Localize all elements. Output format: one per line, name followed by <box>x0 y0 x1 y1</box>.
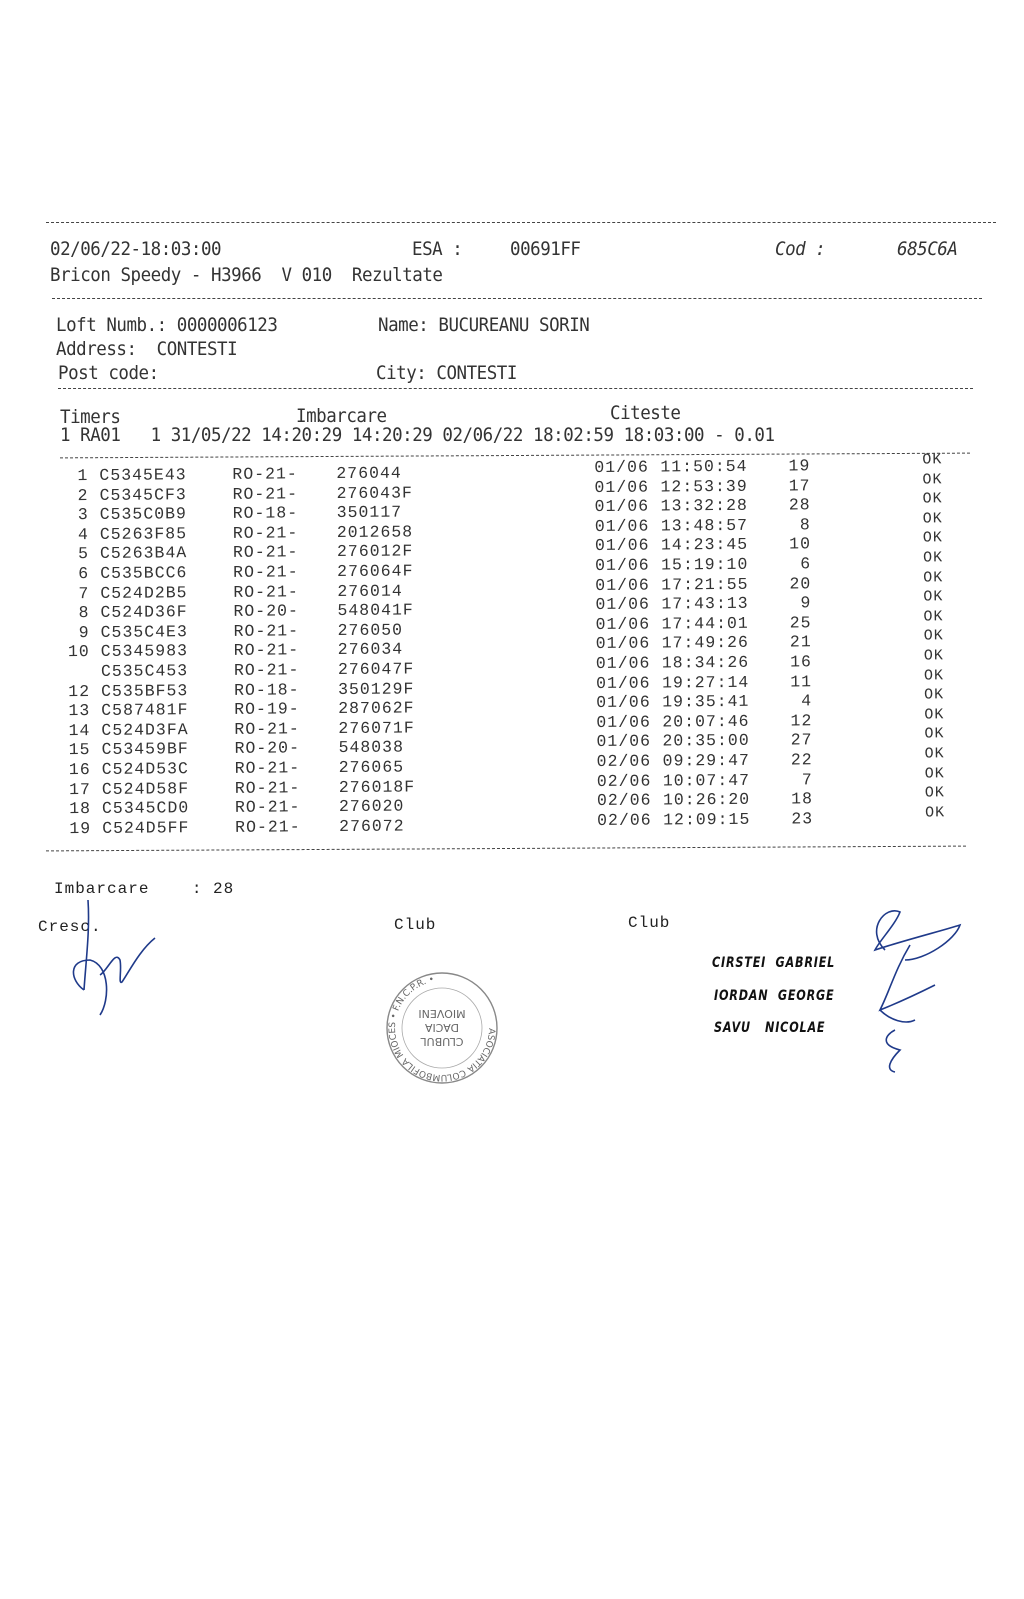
timer-line: 1 RA01 1 31/05/22 14:20:29 14:20:29 02/06/22 18:02:59 18:03:00 - 0.01 <box>60 424 775 446</box>
cell-idx: 10 <box>67 642 90 662</box>
cell-pre: RO-21- <box>233 581 299 602</box>
cell-ring: C524D53C <box>101 759 189 779</box>
post-code: Post code: <box>58 362 159 384</box>
imbarcare-label: Imbarcare <box>296 405 387 427</box>
cell-idx: 16 <box>68 759 91 780</box>
cell-idx: 13 <box>68 701 91 721</box>
stamp-outer-text: ASOCIATIA COLUMBOFILA MIOCES • F.N.C.P.R. • <box>387 974 497 1083</box>
cell-num: 276065 <box>338 757 405 777</box>
cell-rank: 28 <box>788 495 811 515</box>
signer-name: SAVU NICOLAE <box>714 1020 826 1036</box>
divider <box>60 453 970 459</box>
cell-ring: C524D2B5 <box>100 582 188 603</box>
breeder-signature <box>60 890 170 1050</box>
cell-num: 276064F <box>337 561 414 582</box>
divider <box>46 846 966 852</box>
cell-rank: 22 <box>790 750 813 770</box>
cell-rank: 10 <box>789 534 812 554</box>
cell-status: OK <box>922 510 943 528</box>
cell-pre: RO-21- <box>234 797 301 817</box>
cell-ring: C5345983 <box>100 641 189 662</box>
cell-idx: 7 <box>78 583 90 603</box>
cell-status: OK <box>924 803 946 822</box>
cell-pre: RO-21- <box>234 758 301 778</box>
cell-num: 276044 <box>336 463 402 484</box>
cell-time: 10:07:47 <box>662 770 751 790</box>
device-line: Bricon Speedy - H3966 V 010 Rezultate <box>50 264 443 286</box>
cell-date: 01/06 <box>595 673 651 693</box>
divider <box>52 298 982 299</box>
cell-status: OK <box>922 549 944 567</box>
citeste-label: Citeste <box>610 402 681 424</box>
cell-idx: 3 <box>77 505 89 525</box>
cell-idx: 6 <box>78 563 90 584</box>
cell-date: 01/06 <box>596 731 652 752</box>
cell-idx: 1 <box>77 465 89 486</box>
cell-rank: 8 <box>799 515 811 535</box>
cell-time: 13:48:57 <box>660 515 749 536</box>
cell-time: 17:49:26 <box>661 633 750 653</box>
cell-status: OK <box>922 490 943 508</box>
cell-idx: 8 <box>78 603 90 623</box>
owner-address: Address: CONTESTI <box>56 338 238 360</box>
cell-time: 17:44:01 <box>661 613 749 634</box>
cell-idx: 12 <box>68 681 91 701</box>
imbarcare-total: Imbarcare : 28 <box>54 880 235 898</box>
owner-name: Name: BUCUREANU SORIN <box>378 314 590 336</box>
cell-time: 14:23:45 <box>660 535 749 555</box>
cell-date: 01/06 <box>595 633 651 654</box>
cell-rank: 27 <box>790 730 813 750</box>
cell-time: 10:26:20 <box>662 789 751 810</box>
cell-ring: C524D36F <box>100 602 188 623</box>
cell-date: 02/06 <box>596 771 652 791</box>
esa-value: 00691FF <box>510 238 581 260</box>
cell-idx: 5 <box>78 544 90 564</box>
cell-rank: 16 <box>789 652 812 672</box>
cell-idx: 17 <box>68 779 91 799</box>
cell-num: 276047F <box>337 659 415 679</box>
stamp-inner: CLUBUL <box>420 1035 464 1048</box>
cell-status: OK <box>924 725 945 743</box>
cell-idx: 19 <box>69 818 92 838</box>
owner-city: City: CONTESTI <box>376 362 517 384</box>
cell-num: 276072 <box>339 816 405 836</box>
cell-rank: 11 <box>790 671 813 692</box>
cell-num: 276050 <box>337 620 404 640</box>
cell-status: OK <box>923 666 945 684</box>
cell-ring: C535C0B9 <box>99 504 187 525</box>
cell-num: 548041F <box>337 600 414 621</box>
cell-rank: 17 <box>788 475 811 496</box>
cell-ring: C5263B4A <box>99 543 188 564</box>
cell-rank: 18 <box>791 789 814 809</box>
cell-date: 01/06 <box>595 575 650 595</box>
cell-idx: 9 <box>78 622 90 642</box>
cell-date: 01/06 <box>594 496 650 517</box>
cell-date: 01/06 <box>595 614 651 634</box>
cell-idx: 4 <box>77 524 89 544</box>
cell-rank: 6 <box>800 554 812 574</box>
cell-pre: RO-19- <box>234 699 300 719</box>
cell-status: OK <box>924 764 945 782</box>
cod-label: Cod : <box>775 238 826 260</box>
cell-rank: 20 <box>789 573 812 594</box>
esa-label: ESA : <box>412 238 463 260</box>
cell-pre: RO-21- <box>232 542 299 563</box>
club-label-1: Club <box>394 916 437 934</box>
cell-time: 09:29:47 <box>662 750 750 771</box>
timers-label: Timers <box>60 406 121 428</box>
cell-time: 17:43:13 <box>661 593 749 614</box>
cell-status: OK <box>922 470 943 489</box>
cell-time: 20:35:00 <box>662 731 750 751</box>
cell-time: 20:07:46 <box>662 711 750 732</box>
cell-ring: C5263F85 <box>99 524 188 544</box>
cell-time: 18:34:26 <box>661 652 750 673</box>
cell-pre: RO-21- <box>235 817 301 837</box>
cell-num: 350129F <box>337 678 415 699</box>
cell-date: 01/06 <box>595 555 650 575</box>
cell-status: OK <box>922 529 943 547</box>
cell-status: OK <box>923 647 944 665</box>
cell-time: 12:09:15 <box>663 809 751 830</box>
cell-rank: 7 <box>801 769 813 789</box>
cell-pre: RO-21- <box>233 562 299 582</box>
cell-rank: 9 <box>800 593 812 613</box>
cell-rank: 25 <box>789 613 812 633</box>
cell-num: 276071F <box>338 718 415 738</box>
cell-ring: C587481F <box>101 700 189 721</box>
cell-date: 02/06 <box>596 751 652 771</box>
stamp-inner: DACIA <box>424 1021 460 1034</box>
print-datetime: 02/06/22-18:03:00 <box>50 238 222 260</box>
cell-status: OK <box>922 451 943 469</box>
cell-num: 287062F <box>338 698 415 719</box>
cell-pre: RO-20- <box>234 738 301 759</box>
cell-idx: 14 <box>68 720 91 740</box>
stamp-inner: MIOVENI <box>418 1007 466 1020</box>
cell-ring: C5345E43 <box>99 465 187 485</box>
cell-time: 19:35:41 <box>662 691 750 712</box>
cell-num: 276018F <box>338 776 416 797</box>
cell-ring: C535BCC6 <box>100 563 188 583</box>
cell-status: OK <box>923 588 944 606</box>
cell-pre: RO-21- <box>233 660 300 680</box>
cell-ring: C53459BF <box>101 739 189 760</box>
club-stamp <box>382 968 502 1088</box>
cell-pre: RO-21- <box>233 640 300 661</box>
cell-date: 01/06 <box>595 653 651 673</box>
cell-rank: 19 <box>788 456 811 476</box>
cell-ring: C535BF53 <box>101 680 189 701</box>
cell-pre: RO-18- <box>232 503 299 524</box>
cell-ring: C5345CF3 <box>99 484 187 505</box>
cell-time: 13:32:28 <box>660 496 748 516</box>
cell-status: OK <box>923 627 944 645</box>
cell-pre: RO-21- <box>234 719 300 739</box>
cell-num: 276034 <box>337 639 404 660</box>
cell-status: OK <box>923 568 944 587</box>
cell-status: OK <box>924 686 945 704</box>
cell-ring: C524D58F <box>101 778 190 799</box>
divider <box>58 388 973 389</box>
cell-time: 12:53:39 <box>660 476 748 497</box>
cell-pre: RO-18- <box>233 679 300 700</box>
cell-rank: 12 <box>790 711 813 731</box>
club-label-2: Club <box>628 914 671 932</box>
signer-name: CIRSTEI GABRIEL <box>712 955 836 971</box>
cell-ring: C524D5FF <box>102 817 190 838</box>
cell-num: 276014 <box>337 581 403 601</box>
loft-number: Loft Numb.: 0000006123 <box>56 314 278 336</box>
cell-rank: 21 <box>789 632 812 652</box>
cell-date: 01/06 <box>595 594 651 615</box>
cell-pre: RO-21- <box>234 777 301 798</box>
cell-status: OK <box>924 745 945 763</box>
cell-date: 02/06 <box>597 810 652 830</box>
cell-pre: RO-21- <box>232 523 299 543</box>
cresc-label: Cresc. <box>38 918 102 936</box>
cell-date: 01/06 <box>596 712 651 732</box>
cell-date: 01/06 <box>594 457 649 478</box>
cell-ring: C524D3FA <box>101 719 189 740</box>
cell-date: 01/06 <box>596 692 651 713</box>
cell-rank: 23 <box>791 809 814 829</box>
cell-time: 19:27:14 <box>661 672 750 693</box>
cell-pre: RO-20- <box>233 601 299 622</box>
cell-idx: 18 <box>69 799 92 819</box>
cell-num: 276020 <box>338 796 405 817</box>
cell-ring: C535C453 <box>100 661 189 681</box>
cell-idx: 15 <box>68 740 91 760</box>
cell-num: 350117 <box>336 502 403 523</box>
cell-time: 11:50:54 <box>660 456 748 477</box>
cell-num: 276043F <box>336 483 413 503</box>
cell-num: 548038 <box>338 737 405 758</box>
cell-date: 01/06 <box>594 516 650 536</box>
cell-date: 01/06 <box>594 477 650 497</box>
results-table <box>0 451 1023 839</box>
cell-idx: 2 <box>77 485 89 505</box>
cell-status: OK <box>924 784 945 802</box>
cell-time: 17:21:55 <box>661 574 749 595</box>
cell-ring: C5345CD0 <box>101 798 190 818</box>
club-signatures <box>855 900 975 1090</box>
cell-num: 2012658 <box>336 522 414 542</box>
signer-name: IORDAN GEORGE <box>714 988 835 1004</box>
cell-ring: C535C4E3 <box>100 621 188 642</box>
cell-date: 02/06 <box>596 790 652 811</box>
cell-pre: RO-21- <box>233 621 300 641</box>
cell-date: 01/06 <box>594 535 650 556</box>
cell-status: OK <box>923 608 944 626</box>
cell-num: 276012F <box>336 541 414 562</box>
cell-rank: 4 <box>801 691 813 711</box>
cell-pre: RO-21- <box>232 464 298 484</box>
divider <box>46 222 996 223</box>
cell-time: 15:19:10 <box>661 554 749 575</box>
cell-status: OK <box>924 706 945 724</box>
cod-value: 685C6A <box>897 238 958 260</box>
cell-pre: RO-21- <box>232 483 299 504</box>
